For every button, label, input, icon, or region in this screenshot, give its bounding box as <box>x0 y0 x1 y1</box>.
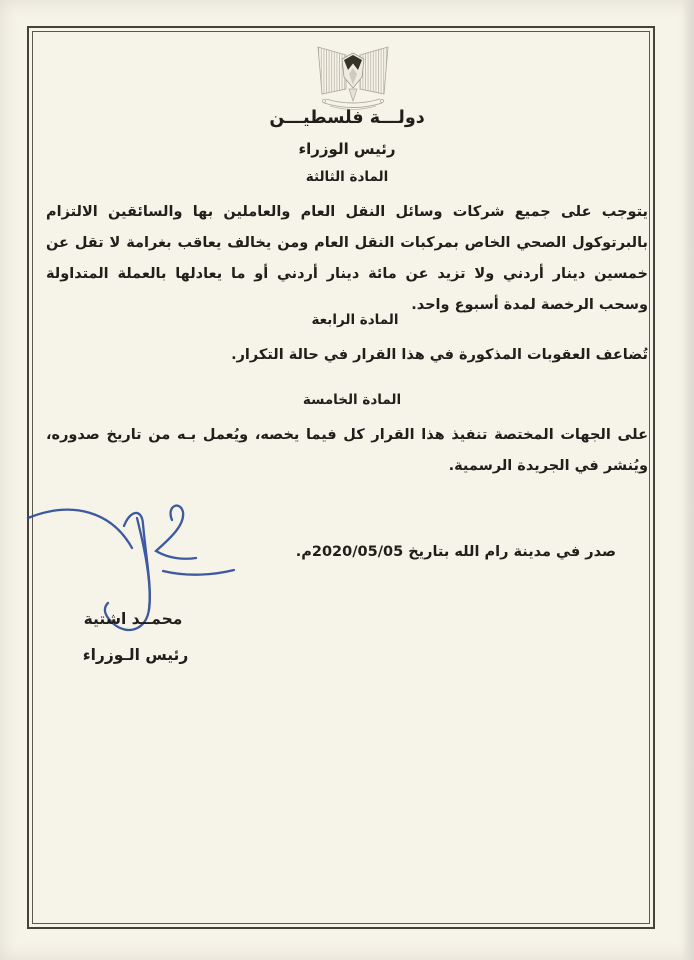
signer-title: رئيس الـوزراء <box>82 646 189 664</box>
palestine-coat-of-arms-icon <box>307 44 399 112</box>
article-four-body: تُضاعف العقوبات المذكورة في هذا القرار في حالة التكرار. <box>231 347 648 363</box>
article-five-title: المادة الخامسة <box>302 392 402 408</box>
state-name: دولـــة فلسطيـــن <box>269 108 425 128</box>
office-name: رئيس الوزراء <box>298 140 396 158</box>
article-three-title: المادة الثالثة <box>305 169 389 185</box>
article-five-body: على الجهات المختصة تنفيذ هذا القرار كل فيما يخصه، ويُعمل بـه من تاريخ صدوره، ويُنشر في الجريدة الرسمية. <box>46 427 648 474</box>
article-four-title: المادة الرابعة <box>311 312 399 328</box>
article-three-body: يتوجب على جميع شركات وسائل النقل العام والعاملين بها والسائقين الالتزام بالبرتوكول الصحي الخاص بمركبات النقل العام ومن يخالف يعاقب بغرامة لا تقل عن خمسين دينار أردني ولا تزيد عن مائة دينار أردني أو ما يعادلها بالعملة المتداولة وسحب الرخصة لمدة أسبوع واحد. <box>46 204 648 313</box>
issuance-line: صدر في مدينة رام الله بتاريخ 2020/05/05م. <box>295 544 616 560</box>
signer-name: محمــد اشتية <box>83 610 183 628</box>
